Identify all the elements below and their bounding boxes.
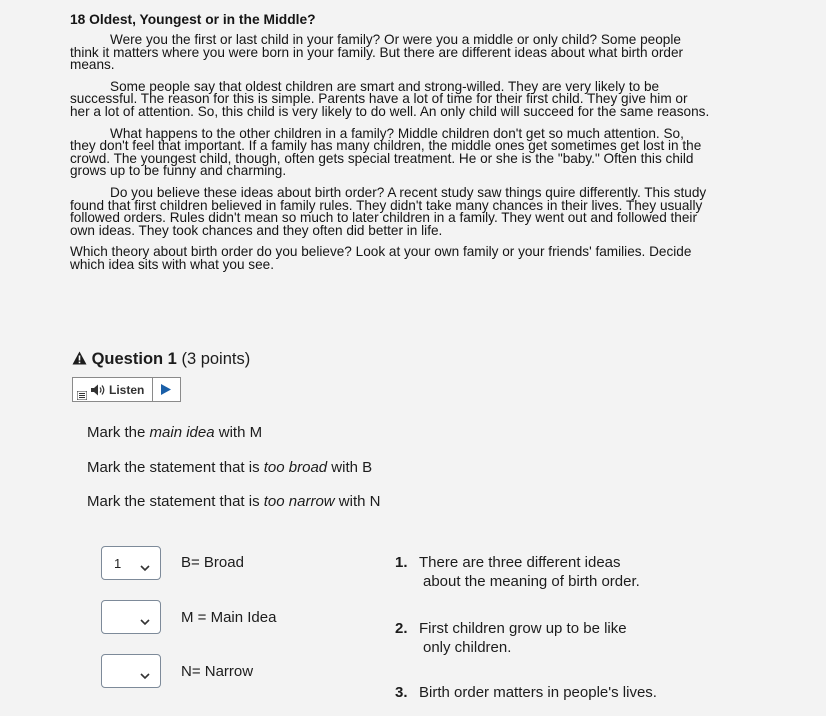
answer-select-main-idea[interactable]	[101, 600, 161, 634]
passage-paragraph: Were you the first or last child in your family? Or were you a middle or only child? Some people think it matters where you were born in your family. But there are different ideas about what birth order means.	[70, 32, 684, 73]
chevron-down-icon	[140, 614, 150, 629]
listen-button[interactable]	[72, 377, 181, 402]
reading-passage	[70, 12, 710, 281]
passage-paragraph: Which theory about birth order do you believe? Look at your own family or your friends' families. Decide which idea sits with what you see.	[70, 244, 692, 272]
chevron-down-icon	[140, 560, 150, 575]
statement-text: Birth order matters in people's lives.	[419, 684, 657, 701]
statement-3	[395, 683, 657, 702]
menu-icon	[77, 389, 87, 403]
statement-text: There are three different ideas	[419, 554, 621, 571]
warning-icon	[72, 351, 87, 370]
answer-select-narrow[interactable]	[101, 654, 161, 688]
statement-2	[395, 619, 627, 657]
statement-1	[395, 553, 640, 591]
statement-number: 2.	[395, 620, 408, 637]
statement-text: about the meaning of birth order.	[423, 573, 640, 590]
listen-label: Listen	[109, 383, 145, 397]
play-icon[interactable]	[161, 384, 171, 398]
passage-paragraph: Some people say that oldest children are smart and strong-willed. They are very likely to be successful. The reason for this is simple. Parents have a lot of time for their first child. They give him or her a lot of attention. So, this child is very likely to do well. An only child will succeed for the same reasons.	[70, 78, 710, 119]
instruction-too-broad: Mark the statement that is too broad with B	[87, 459, 373, 476]
statement-text: only children.	[423, 639, 512, 656]
question-header	[72, 350, 250, 370]
passage-title: 18 Oldest, Youngest or in the Middle?	[70, 12, 316, 27]
option-label-broad: B= Broad	[181, 554, 244, 571]
statement-number: 1.	[395, 554, 408, 571]
instruction-too-narrow: Mark the statement that is too narrow with N	[87, 493, 381, 510]
answer-select-broad[interactable]	[101, 546, 161, 580]
passage-paragraph: What happens to the other children in a family? Middle children don't get so much attention. So, they don't feel that important. If a family has many children, the middle ones get sometimes get lost in the crowd. The youngest child, though, often gets special treatment. He or she is the "baby." Often this child grows up to be funny and charming.	[70, 125, 702, 179]
speaker-icon	[91, 384, 106, 399]
option-label-main-idea: M = Main Idea	[181, 609, 277, 626]
listen-divider	[152, 378, 153, 401]
question-title: Question 1	[91, 350, 177, 368]
chevron-down-icon	[140, 668, 150, 683]
option-label-narrow: N= Narrow	[181, 663, 254, 680]
statement-text: First children grow up to be like	[419, 620, 627, 637]
select-value: 1	[114, 556, 122, 571]
question-points: (3 points)	[181, 350, 251, 368]
statement-number: 3.	[395, 684, 408, 701]
instruction-main-idea: Mark the main idea with M	[87, 424, 263, 441]
passage-paragraph: Do you believe these ideas about birth order? A recent study saw things quire differently. This study found that first children believed in family rules. They didn't take many chances in their lives. They usually followed orders. Rules didn't mean so much to later children in a family. They went out and followed their own ideas. They took chances and they often did better in life.	[70, 184, 707, 238]
